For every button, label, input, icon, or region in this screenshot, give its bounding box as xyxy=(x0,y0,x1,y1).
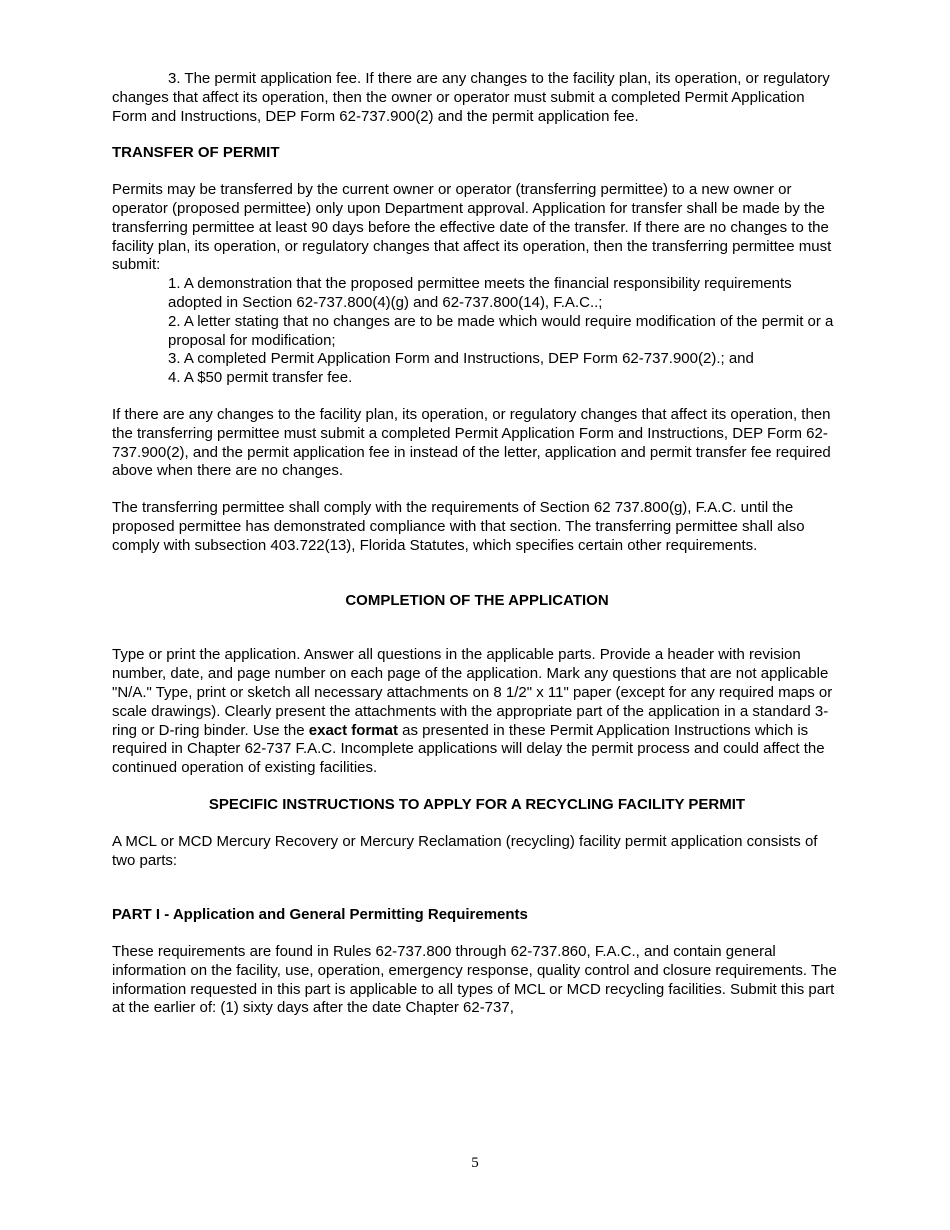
page-number: 5 xyxy=(471,1155,479,1171)
completion-text-end: as presented in these Permit Application Instructions which is required in Chapter 62-737 F.A.C. Incomplete applications will delay the permit process and could affect the continued operation of existing facilities. xyxy=(112,721,825,777)
part1-paragraph: These requirements are found in Rules 62-737.800 through 62-737.860, F.A.C., and contain general information on the facility, use, operation, emergency response, quality control and closure requirements. The information requested in this part is applicable to all types of MCL or MCD recycling facilities. Submit this part at the earlier of: (1) sixty days after the date Chapter 62-737, xyxy=(112,943,837,1017)
fee-paragraph: 3. The permit application fee. If there are any changes to the facility plan, its operation, or regulatory changes that affect its operation, then the owner or operator must submit a completed Permit Application Form and Instructions, DEP Form 62-737.900(2) and the permit application fee. xyxy=(112,70,830,125)
transfer-paragraph: Permits may be transferred by the current owner or operator (transferring permittee) to a new owner or operator (proposed permittee) only upon Department approval. Application for transfer shall be made by the transferring permittee at least 90 days before the effective date of the transfer. If there are no changes to the facility plan, its operation, or regulatory changes that affect its operation, then the transferring permittee must submit: xyxy=(112,181,832,274)
transfer-comply-paragraph: The transferring permittee shall comply with the requirements of Section 62 737.800(g), F.A.C. until the proposed permittee has demonstrated compliance with that section. The transferring permittee shall also comply with subsection 403.722(13), Florida Statutes, which specifies certain other requirements. xyxy=(112,499,805,554)
specific-instructions-heading: SPECIFIC INSTRUCTIONS TO APPLY FOR A RECYCLING FACILITY PERMIT xyxy=(208,795,746,813)
list-item: 1. A demonstration that the proposed permittee meets the financial responsibility requirements adopted in Section 62-737.800(4)(g) and 62-737.800(14), F.A.C..; xyxy=(168,275,792,311)
exact-format-emphasis: exact format xyxy=(308,721,398,739)
list-item: 4. A $50 permit transfer fee. xyxy=(168,369,353,387)
document-page xyxy=(112,70,842,1018)
list-item: 2. A letter stating that no changes are to be made which would require modification of the permit or a proposal for modification; xyxy=(168,312,834,349)
transfer-heading: TRANSFER OF PERMIT xyxy=(112,144,280,162)
specific-instructions-paragraph: A MCL or MCD Mercury Recovery or Mercury Reclamation (recycling) facility permit application consists of two parts: xyxy=(112,832,818,869)
list-item: 3. A completed Permit Application Form and Instructions, DEP Form 62-737.900(2).; and xyxy=(168,350,754,368)
completion-text-start: Type or print the application. Answer all questions in the applicable parts. Provide a header with revision number, date, and page number on each page of the application. Mark any questions that are not applicable "N/A." Type, print or sketch all necessary attachments on 8 1/2" x 11" paper (except for any required maps or scale drawings). Clearly present the attachments with the appropriate part of the application in a standard 3-ring or D-ring binder. Use the xyxy=(112,646,833,739)
part1-heading: PART I - Application and General Permitting Requirements xyxy=(112,906,528,924)
transfer-requirements-list xyxy=(168,275,842,388)
completion-heading: COMPLETION OF THE APPLICATION xyxy=(345,591,609,609)
completion-paragraph xyxy=(112,646,842,778)
transfer-changes-paragraph: If there are any changes to the facility plan, its operation, or regulatory changes that affect its operation, then the transferring permittee must submit a completed Permit Application Form and Instructions, DEP Form 62-737.900(2), and the permit application fee in instead of the letter, application and permit transfer fee required above when there are no changes. xyxy=(112,405,831,480)
